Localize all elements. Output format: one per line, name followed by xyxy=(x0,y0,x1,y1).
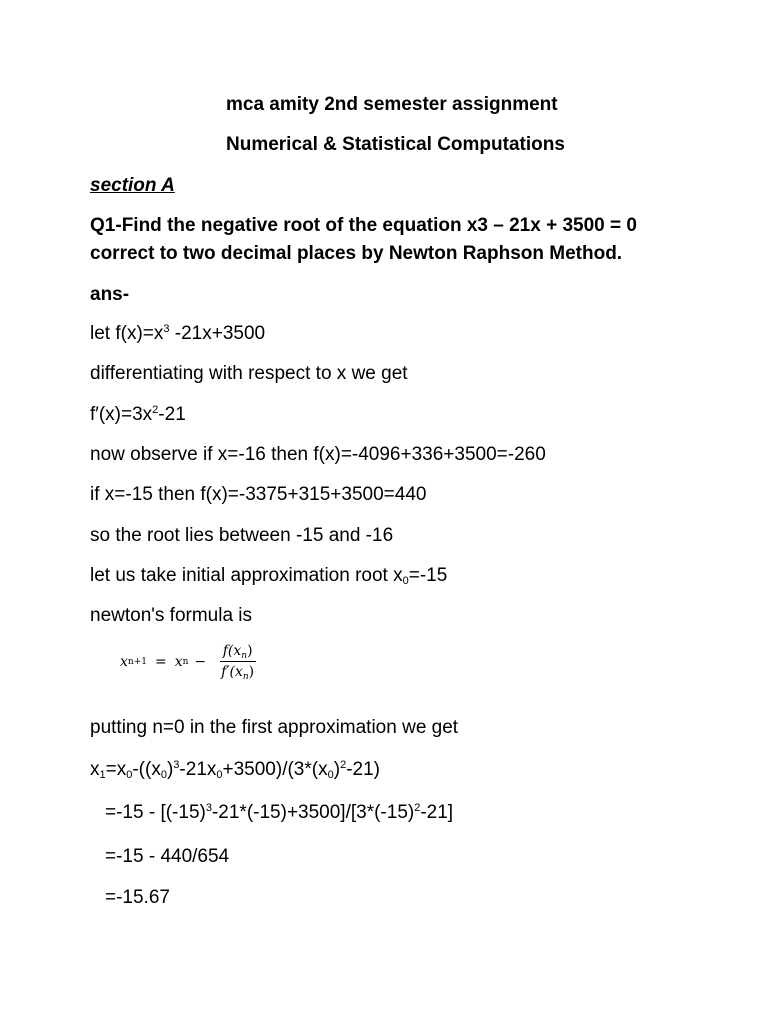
step1-part: -21*(-15)+3500]/[3*(-15) xyxy=(211,802,415,823)
derivative-rest: -21 xyxy=(158,404,186,425)
x1-part: -21) xyxy=(346,759,380,780)
formula-den-text: f′(x xyxy=(221,664,243,680)
question-text-1: Find the negative root of the equation x3 – 21x + 3500 = 0 xyxy=(121,215,637,236)
question-line-1 xyxy=(90,214,637,238)
formula-num-close: ) xyxy=(247,643,253,659)
formula-num-text: f(x xyxy=(222,643,242,659)
if-minus15-line: if x=-15 then f(x)=-3375+315+3500=440 xyxy=(90,484,427,505)
x1-part: x xyxy=(90,759,100,780)
x1-sub: 0 xyxy=(327,769,334,781)
putting-line: putting n=0 in the first approximation we get xyxy=(90,717,459,738)
newton-formula-label: newton's formula is xyxy=(90,605,253,626)
step1-part: =-15 - [(-15) xyxy=(105,802,206,823)
initial-approx-line xyxy=(90,564,447,588)
initial-approx-text: let us take initial approximation root x xyxy=(90,565,403,586)
document-title: mca amity 2nd semester assignment xyxy=(226,94,558,115)
formula-minus: − xyxy=(194,653,207,670)
x1-exp: 3 xyxy=(173,759,180,771)
derivative-text: f′(x)=3x xyxy=(90,404,153,425)
derivative-line xyxy=(90,403,186,427)
section-heading: section A xyxy=(90,175,175,196)
function-definition xyxy=(90,322,265,346)
x1-part: -((x xyxy=(132,759,161,780)
step1-exp: 2 xyxy=(414,802,421,814)
root-interval-line: so the root lies between -15 and -16 xyxy=(90,525,394,546)
x1-expression xyxy=(90,758,380,782)
step1-exp: 3 xyxy=(205,802,212,814)
x1-sub: 0 xyxy=(216,769,223,781)
x1-part: ) xyxy=(166,759,174,780)
derivative-exponent: 2 xyxy=(152,404,159,416)
observe-line: now observe if x=-16 then f(x)=-4096+336+3500=-260 xyxy=(90,444,546,465)
step-1 xyxy=(105,801,453,825)
initial-approx-subscript: 0 xyxy=(402,575,409,587)
function-def-rest: -21x+3500 xyxy=(169,323,266,344)
x1-sub: 0 xyxy=(160,769,167,781)
differentiate-text: differentiating with respect to x we get xyxy=(90,363,408,384)
question-label: Q1- xyxy=(90,215,122,236)
x1-part: =x xyxy=(105,759,127,780)
formula-equals: = xyxy=(154,653,167,670)
x1-exp: 2 xyxy=(340,759,347,771)
formula-denominator xyxy=(218,662,257,680)
x1-sub: 1 xyxy=(99,769,106,781)
x1-part: +3500)/(3*(x xyxy=(222,759,328,780)
step-3: =-15.67 xyxy=(105,887,170,908)
formula-lhs-var: x xyxy=(120,653,128,670)
formula-num-sub: n xyxy=(241,651,248,661)
formula-den-sub: n xyxy=(242,672,249,682)
question-line-2: correct to two decimal places by Newton Raphson Method. xyxy=(90,243,623,264)
newton-formula: x n+1 = x n − $\frac{f(x_n)}{f'(x_n)}$ xyxy=(120,643,257,680)
x1-part: -21x xyxy=(179,759,217,780)
x1-part: ) xyxy=(333,759,341,780)
answer-label: ans- xyxy=(90,284,130,305)
step-2: =-15 - 440/654 xyxy=(105,846,230,867)
formula-den-close: ) xyxy=(248,664,255,680)
x1-sub: 0 xyxy=(126,769,133,781)
function-def-exponent: 3 xyxy=(163,323,170,335)
formula-fraction xyxy=(218,643,257,680)
step1-part: -21] xyxy=(420,802,454,823)
function-def-text: let f(x)=x xyxy=(90,323,164,344)
formula-numerator xyxy=(220,643,256,662)
formula-rhs-var: x xyxy=(174,653,183,670)
initial-approx-value: =-15 xyxy=(408,565,448,586)
document-subtitle: Numerical & Statistical Computations xyxy=(226,134,565,155)
